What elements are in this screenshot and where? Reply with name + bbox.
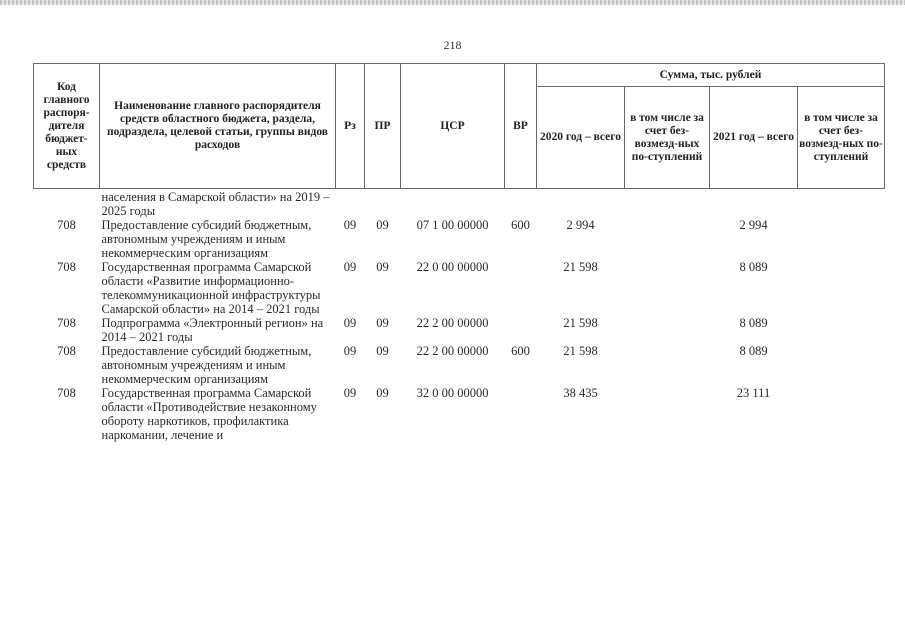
cell-rz: 09: [343, 344, 357, 358]
cell-code: 708: [57, 218, 76, 232]
table-row: [34, 260, 885, 316]
cell-vr: [505, 189, 537, 219]
cell-2021-total: 8 089: [739, 316, 768, 330]
table-row: [34, 344, 885, 386]
cell-2020-total: 21 598: [563, 344, 598, 358]
cell-rz: 09: [343, 316, 357, 330]
cell-2020-free: [625, 386, 710, 442]
cell-2020-total: 21 598: [563, 316, 598, 330]
header-pr: ПР: [365, 64, 401, 189]
table-row: [34, 386, 885, 442]
cell-pr: 09: [376, 316, 389, 330]
header-vr: ВР: [505, 64, 537, 189]
cell-pr: [365, 189, 401, 219]
cell-pr: 09: [376, 218, 389, 232]
cell-name: населения в Самарской области» на 2019 – 2025 годы: [101, 190, 330, 218]
header-2021-free: в том числе за счет без-возмезд-ных по-ступлений: [798, 87, 885, 189]
cell-2020-free: [625, 189, 710, 219]
cell-code: 708: [57, 316, 76, 330]
header-row-top: [34, 64, 885, 87]
cell-2021-total: 8 089: [739, 344, 768, 358]
cell-csr: 22 2 00 00000: [416, 316, 489, 330]
scan-top-edge: [0, 0, 905, 5]
cell-2021-total: [710, 189, 798, 219]
cell-vr: 600: [511, 344, 530, 358]
cell-name: Государственная программа Самарской области «Развитие информационно-телекоммуникационной инфраструктуры Самарской области» на 2014 – 2021 годы: [101, 260, 321, 316]
cell-2021-total: 23 111: [736, 386, 771, 400]
cell-code: 708: [57, 386, 76, 400]
cell-csr: 22 2 00 00000: [416, 344, 489, 358]
cell-name: Предоставление субсидий бюджетным, автономным учреждениям и иным некоммерческим организациям: [101, 344, 312, 386]
cell-csr: 22 0 00 00000: [416, 260, 489, 274]
cell-2021-free: [798, 316, 885, 344]
header-2021-total: 2021 год – всего: [710, 87, 798, 189]
cell-name: Подпрограмма «Электронный регион» на 2014 – 2021 годы: [101, 316, 324, 344]
cell-rz: 09: [343, 260, 357, 274]
header-code: Код главного распоря-дителя бюджет-ных средств: [34, 64, 100, 189]
cell-rz: 09: [343, 386, 357, 400]
cell-rz: 09: [343, 218, 357, 232]
cell-code: 708: [57, 344, 76, 358]
page-number: 218: [443, 38, 462, 52]
cell-2020-total: 2 994: [566, 218, 595, 232]
header-rz: Рз: [336, 64, 365, 189]
cell-pr: 09: [376, 344, 389, 358]
table-row: [34, 316, 885, 344]
cell-code: 708: [57, 260, 76, 274]
header-csr: ЦСР: [401, 64, 505, 189]
cell-pr: 09: [376, 386, 389, 400]
cell-name: Предоставление субсидий бюджетным, автономным учреждениям и иным некоммерческим организациям: [101, 218, 312, 260]
header-2020-total: 2020 год – всего: [537, 87, 625, 189]
header-name: Наименование главного распорядителя средств областного бюджета, раздела, подраздела, целевой статьи, группы видов расходов: [100, 64, 336, 189]
cell-vr: 600: [511, 218, 530, 232]
cell-2021-total: 8 089: [739, 260, 768, 274]
cell-pr: 09: [376, 260, 389, 274]
header-2020-free: в том числе за счет без-возмезд-ных по-ступлений: [625, 87, 710, 189]
cell-2020-free: [625, 344, 710, 386]
cell-2020-free: [625, 316, 710, 344]
cell-2020-free: [625, 218, 710, 260]
table-row: [34, 189, 885, 219]
cell-2020-free: [625, 260, 710, 316]
table-row: [34, 218, 885, 260]
cell-name: Государственная программа Самарской области «Противодействие незаконному обороту наркотиков, профилактика наркомании, лечение и: [101, 386, 317, 442]
cell-vr: [505, 386, 537, 442]
cell-2021-free: [798, 218, 885, 260]
cell-2021-free: [798, 260, 885, 316]
cell-2021-free: [798, 189, 885, 219]
cell-csr: [401, 189, 505, 219]
cell-2021-free: [798, 344, 885, 386]
header-sum: Сумма, тыс. рублей: [537, 64, 885, 87]
cell-vr: [505, 260, 537, 316]
cell-2021-free: [798, 386, 885, 442]
cell-code: [34, 189, 100, 219]
cell-2020-total: 38 435: [563, 386, 598, 400]
cell-csr: 32 0 00 00000: [416, 386, 489, 400]
cell-vr: [505, 316, 537, 344]
budget-table: [33, 63, 885, 442]
cell-2020-total: [537, 189, 625, 219]
cell-rz: [336, 189, 365, 219]
cell-csr: 07 1 00 00000: [416, 218, 489, 232]
cell-2021-total: 2 994: [739, 218, 768, 232]
cell-2020-total: 21 598: [563, 260, 598, 274]
